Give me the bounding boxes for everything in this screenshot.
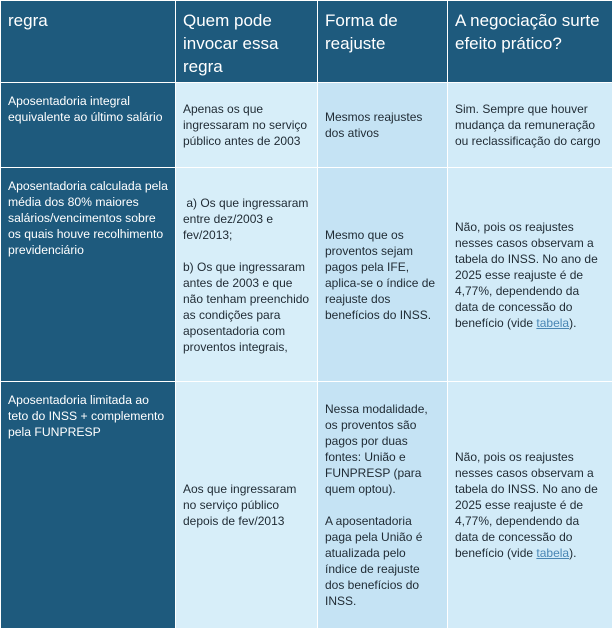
table-row bbox=[1, 83, 612, 168]
effect-text-end: ). bbox=[569, 316, 576, 330]
table-row bbox=[1, 168, 612, 382]
row-effect bbox=[448, 382, 612, 629]
tabela-link[interactable]: tabela bbox=[536, 546, 569, 560]
tabela-link[interactable]: tabela bbox=[536, 316, 569, 330]
effect-text: Não, pois os reajustes nesses casos observam a tabela do INSS. No ano de 2025 esse reajuste é de 4,77%, dependendo da data de concessão do benefício (vide bbox=[455, 220, 598, 330]
row-who: Aos que ingressaram no serviço público depois de fev/2013 bbox=[176, 382, 318, 629]
adjustment-part-b: A aposentadoria paga pela União é atualizada pelo índice de reajuste dos benefícios do INSS. bbox=[325, 513, 440, 609]
header-who: Quem pode invocar essa regra bbox=[176, 1, 318, 83]
table-row bbox=[1, 382, 612, 629]
header-row bbox=[1, 1, 612, 83]
effect-text-end: ). bbox=[569, 546, 576, 560]
row-adjustment: Mesmo que os proventos sejam pagos pela IFE, aplica-se o índice de reajuste dos benefícios do INSS. bbox=[318, 168, 448, 382]
row-rule: Aposentadoria limitada ao teto do INSS + complemento pela FUNPRESP bbox=[1, 382, 176, 629]
row-who bbox=[176, 168, 318, 382]
header-rule: regra bbox=[1, 1, 176, 83]
adjustment-part-a: Nessa modalidade, os proventos são pagos por duas fontes: União e FUNPRESP (para quem optou). bbox=[325, 401, 440, 497]
row-effect bbox=[448, 168, 612, 382]
row-rule: Aposentadoria integral equivalente ao último salário bbox=[1, 83, 176, 168]
who-option-b: b) Os que ingressaram antes de 2003 e que não tenham preenchido as condições para aposentadoria com proventos integrais, bbox=[183, 259, 310, 355]
row-adjustment bbox=[318, 382, 448, 629]
who-option-a: a) Os que ingressaram entre dez/2003 e fev/2013; bbox=[183, 195, 310, 243]
row-adjustment: Mesmos reajustes dos ativos bbox=[318, 83, 448, 168]
row-effect: Sim. Sempre que houver mudança da remuneração ou reclassificação do cargo bbox=[448, 83, 612, 168]
row-rule: Aposentadoria calculada pela média dos 80% maiores salários/vencimentos sobre os quais houve recolhimento previdenciário bbox=[1, 168, 176, 382]
header-effect: A negociação surte efeito prático? bbox=[448, 1, 612, 83]
effect-text: Não, pois os reajustes nesses casos observam a tabela do INSS. No ano de 2025 esse reajuste é de 4,77%, dependendo da data de concessão do benefício (vide bbox=[455, 450, 598, 560]
row-who: Apenas os que ingressaram no serviço público antes de 2003 bbox=[176, 83, 318, 168]
header-adjustment: Forma de reajuste bbox=[318, 1, 448, 83]
